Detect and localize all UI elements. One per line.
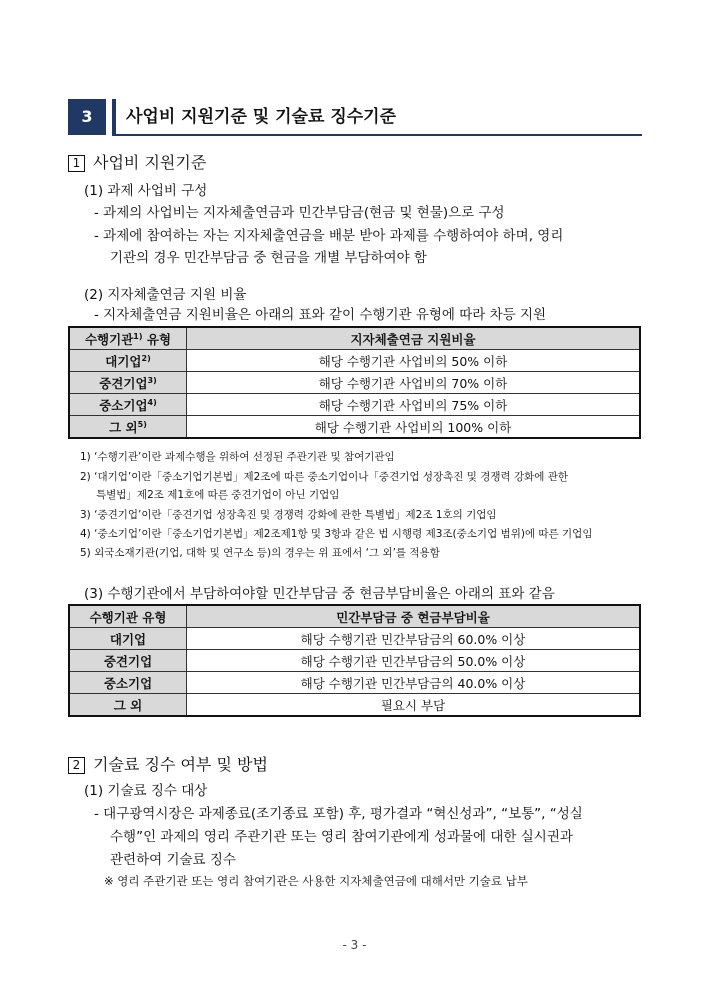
row-value: 해당 수행기관 민간부담금의 50.0% 이상: [187, 650, 641, 672]
footnote-2-cont: 특별법」제2조 제1호에 따른 중견기업이 아닌 기업임: [96, 489, 340, 501]
part1-title: 사업비 지원기준: [93, 153, 207, 172]
table-row: [69, 650, 640, 672]
row-type: 중소기업$^{4)}$: [69, 394, 187, 416]
table-row: [69, 628, 640, 650]
row-type: 그 외$^{5)}$: [69, 416, 187, 439]
s2-bullet-1: - 지자체출연금 지원비율은 아래의 표와 같이 수행기관 유형에 따라 차등 지원: [94, 307, 547, 323]
page-number: - 3 -: [342, 938, 367, 952]
row-type: 그 외: [69, 694, 187, 717]
row-type: 중소기업: [69, 672, 187, 694]
cash-ratio-table: [68, 604, 641, 717]
table-row: [69, 372, 640, 394]
table-header-type: 수행기관$^{1)}$ 유형: [69, 327, 187, 350]
row-type: 대기업$^{2)}$: [69, 350, 187, 372]
row-type: 중견기업: [69, 650, 187, 672]
p2-bullet-1: - 대구광역시장은 과제종료(조기종료 포함) 후, 평가결과 “혁신성과”, “보통”, “성실: [94, 806, 583, 822]
row-value: 해당 수행기관 사업비의 75% 이하: [187, 394, 641, 416]
section-rule: [112, 134, 642, 136]
row-value: 해당 수행기관 민간부담금의 40.0% 이상: [187, 672, 641, 694]
section-title: 사업비 지원기준 및 기술료 징수기준: [126, 107, 397, 127]
row-value: 해당 수행기관 사업비의 100% 이하: [187, 416, 641, 439]
table-header-ratio: 민간부담금 중 현금부담비율: [187, 605, 641, 628]
table-row: [69, 416, 640, 439]
p2-bullet-1-cont1: 수행”인 과제의 영리 주관기관 또는 영리 참여기관에게 성과물에 대한 실시권과: [110, 829, 573, 845]
row-value: 해당 수행기관 민간부담금의 60.0% 이상: [187, 628, 641, 650]
part2-heading: [68, 752, 268, 775]
support-ratio-table: [68, 326, 641, 439]
p2-bullet-1-cont2: 관련하여 기술료 징수: [110, 852, 236, 868]
footnote-3: 3) ‘중견기업’이란「중견기업 성장촉진 및 경쟁력 강화에 관한 특별법」제2조 1호의 기업임: [80, 509, 497, 521]
p2-s1-title: (1) 기술료 징수 대상: [84, 783, 208, 799]
s1-bullet-2: - 과제에 참여하는 자는 지자체출연금을 배분 받아 과제를 수행하여야 하며, 영리: [94, 228, 564, 244]
part2-title: 기술료 징수 여부 및 방법: [93, 755, 268, 774]
table-row: [69, 672, 640, 694]
s1-bullet-1: - 과제의 사업비는 지자체출연금과 민간부담금(현금 및 현물)으로 구성: [94, 205, 505, 221]
footnote-1: 1) ‘수행기관’이란 과제수행을 위하여 선정된 주관기관 및 참여기관임: [80, 451, 395, 463]
s3-title: (3) 수행기관에서 부담하여야할 민간부담금 중 현금부담비율은 아래의 표와 같음: [84, 586, 555, 602]
footnote-4: 4) ‘중소기업’이란「중소기업기본법」제2조제1항 및 3항과 같은 법 시행령 제3조(중소기업 범위)에 따른 기업임: [80, 528, 593, 540]
table-header-ratio: 지자체출연금 지원비율: [187, 327, 641, 350]
section-number: 3: [68, 99, 106, 135]
table-header-type: 수행기관 유형: [69, 605, 187, 628]
table-header-row: [69, 605, 640, 628]
footnote-2: 2) ‘대기업’이란「중소기업기본법」제2조에 따른 중소기업이나「중견기업 성장촉진 및 경쟁력 강화에 관한: [80, 471, 569, 483]
s1-bullet-2-cont: 기관의 경우 민간부담금 중 현금을 개별 부담하여야 함: [110, 250, 427, 266]
section-header: [68, 99, 642, 135]
row-value: 해당 수행기관 사업비의 50% 이하: [187, 350, 641, 372]
table-row: [69, 694, 640, 717]
footnote-5: 5) 외국소재기관(기업, 대학 및 연구소 등)의 경우는 위 표에서 ‘그 외’를 적용함: [80, 547, 440, 559]
row-value: 해당 수행기관 사업비의 70% 이하: [187, 372, 641, 394]
part1-number-box: 1: [68, 155, 85, 172]
part2-number-box: 2: [68, 757, 85, 774]
table-row: [69, 350, 640, 372]
row-type: 대기업: [69, 628, 187, 650]
p2-note: ※ 영리 주관기관 또는 영리 참여기관은 사용한 지자체출연금에 대해서만 기술료 납부: [104, 874, 528, 888]
part1-heading: [68, 150, 206, 173]
s2-title: (2) 지자체출연금 지원 비율: [84, 287, 247, 303]
row-value: 필요시 부담: [187, 694, 641, 717]
table-row: [69, 394, 640, 416]
s1-title: (1) 과제 사업비 구성: [84, 183, 208, 199]
row-type: 중견기업$^{3)}$: [69, 372, 187, 394]
table-header-row: [69, 327, 640, 350]
section-bar: [112, 99, 116, 135]
